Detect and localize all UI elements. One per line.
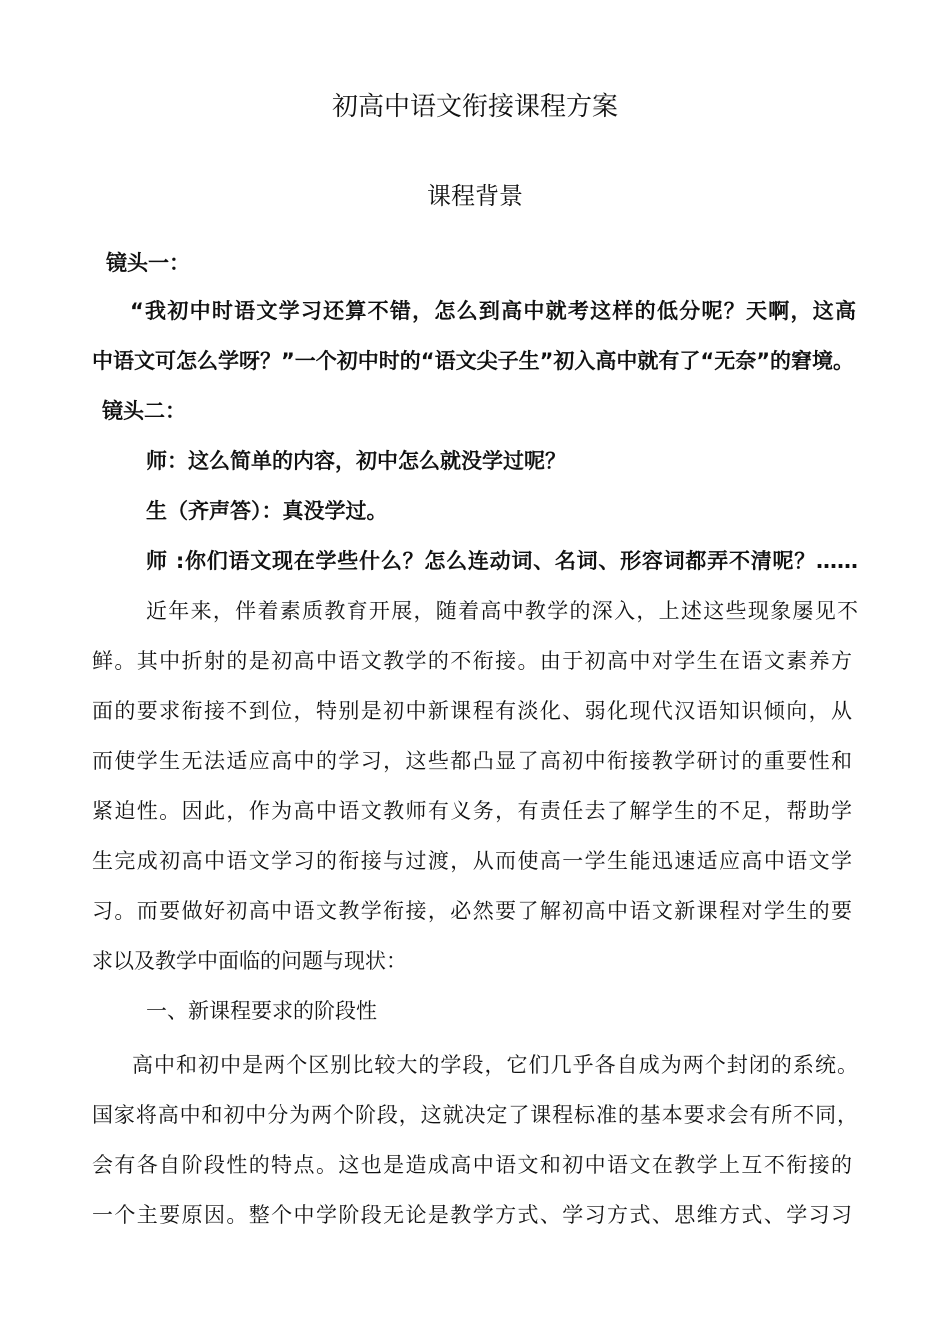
paragraph-1-line-7: 习。而要做好初高中语文教学衔接，必然要了解初高中语文新课程对学生的要 <box>92 899 852 923</box>
section-1-heading: 一、新课程要求的阶段性 <box>146 999 377 1023</box>
document-title: 初高中语文衔接课程方案 <box>331 92 618 122</box>
paragraph-1-line-2: 鲜。其中折射的是初高中语文教学的不衔接。由于初高中对学生在语文素养方 <box>92 649 852 673</box>
paragraph-1-line-4: 而使学生无法适应高中的学习，这些都凸显了高初中衔接教学研讨的重要性和 <box>92 749 852 773</box>
paragraph-1-line-8: 求以及教学中面临的问题与现状： <box>92 949 407 973</box>
paragraph-2-line-2: 国家将高中和初中分为两个阶段，这就决定了课程标准的基本要求会有所不同， <box>92 1103 858 1127</box>
paragraph-1-line-6: 生完成初高中语文学习的衔接与过渡，从而使高一学生能迅速适应高中语文学 <box>92 849 852 873</box>
scene1-line-2: 中语文可怎么学呀？”一个初中时的“语文尖子生”初入高中就有了“无奈”的窘境。 <box>92 349 855 373</box>
scene1-line-1: “我初中时语文学习还算不错，怎么到高中就考这样的低分呢？天啊，这高 <box>130 299 856 323</box>
paragraph-2-line-3: 会有各自阶段性的特点。这也是造成高中语文和初中语文在教学上互不衔接的 <box>92 1153 852 1177</box>
section-title-background: 课程背景 <box>427 182 523 210</box>
paragraph-1-line-5: 紧迫性。因此，作为高中语文教师有义务，有责任去了解学生的不足，帮助学 <box>92 799 852 823</box>
dialogue-line-3: 师 :你们语文现在学些什么？怎么连动词、名词、形容词都弄不清呢？…… <box>146 549 858 573</box>
paragraph-2-line-1: 高中和初中是两个区别比较大的学段，它们几乎各自成为两个封闭的系统。 <box>132 1053 858 1077</box>
paragraph-1-line-1: 近年来，伴着素质教育开展，随着高中教学的深入，上述这些现象屡见不 <box>146 599 858 623</box>
paragraph-2-line-4: 一个主要原因。整个中学阶段无论是教学方式、学习方式、思维方式、学习习 <box>92 1203 852 1227</box>
scene1-label: 镜头一： <box>106 251 190 275</box>
paragraph-1-line-3: 面的要求衔接不到位，特别是初中新课程有淡化、弱化现代汉语知识倾向，从 <box>92 699 852 723</box>
scene2-label: 镜头二： <box>102 399 186 423</box>
dialogue-line-2: 生（齐声答）：真没学过。 <box>146 499 388 523</box>
dialogue-line-1: 师：这么简单的内容，初中怎么就没学过呢？ <box>146 449 566 473</box>
